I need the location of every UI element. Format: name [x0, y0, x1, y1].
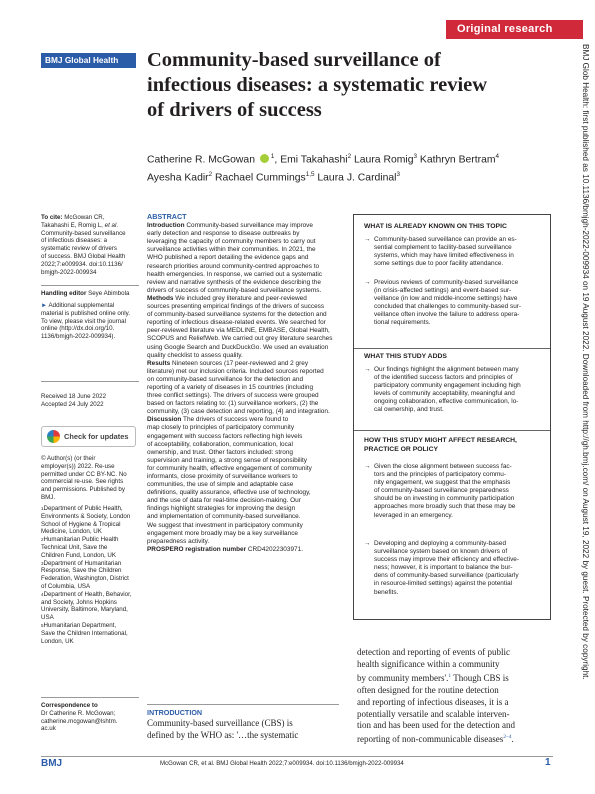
bullet-line: → Given the close alignment between success fac-	[374, 463, 512, 470]
abstract-text: of acceptability, collaboration, communication, local	[147, 440, 293, 448]
affiliation-number: 2	[41, 537, 44, 543]
body-line: often designed for the routine detection	[357, 684, 499, 695]
abstract-text: reporting of a variety of diseases in 15 countries (including	[147, 383, 314, 391]
abstract-text: on community-based surveillance for the detection and	[147, 375, 304, 383]
author-name[interactable]: Rachael Cummings	[215, 172, 306, 184]
supplemental-line[interactable]: 1136/bmjgh-2022-009934).	[41, 333, 116, 341]
title-line: of drivers of success	[147, 99, 322, 121]
body-line: potentially versatile and scalable interven-	[357, 708, 510, 719]
affiliation-number: 1	[41, 506, 44, 511]
abstract-line	[147, 433, 339, 441]
abstract-text: definitions, quality assurance, effective use of technology,	[147, 489, 311, 497]
affiliation-line: USA	[41, 614, 54, 622]
intro-divider	[147, 704, 339, 705]
body-line: tion and has been used for the detection and	[357, 720, 515, 731]
bullet-line: in resource-limited settings) against the potential	[374, 580, 513, 588]
abstract-text: literature) met our inclusion criteria. Included sources reported	[147, 367, 324, 375]
abstract-text: three conflict settings). The drivers of success were grouped	[147, 392, 319, 400]
abstract-line	[147, 497, 339, 505]
supplemental-line[interactable]: online (http://dx.doi.org/10.	[41, 325, 115, 333]
bullet-line: dens of community-based surveillance (particularly	[374, 572, 519, 580]
abstract-text: informants, close proximity of surveillance workers to	[147, 473, 298, 480]
body-line: detection and reporting of events of public	[357, 647, 510, 657]
affiliation-line: Department of Public Health,	[43, 505, 123, 512]
abstract-line	[147, 327, 339, 335]
affect-heading-line: HOW THIS STUDY MIGHT AFFECT RESEARCH,	[364, 437, 517, 444]
abstract-line	[147, 222, 339, 230]
sidebar-divider	[41, 285, 139, 286]
abstract-line	[147, 344, 339, 352]
abstract-line	[147, 392, 339, 400]
copyright-block	[41, 455, 139, 502]
author-name[interactable]: Laura Romig	[353, 154, 414, 166]
affiliation-number: 3	[41, 560, 44, 566]
bullet-line: surveillance system based on known drivers of	[374, 548, 508, 556]
abstract-text: of community-based surveillance systems for the detection and	[147, 311, 327, 319]
bullet-line: veillance often involve the failure to address opera-	[374, 311, 520, 319]
abstract-text: sources presenting empirical findings of the drivers of success	[147, 303, 325, 311]
abstract-body	[147, 222, 339, 554]
abstract	[147, 213, 339, 554]
cite-line: Community-based surveillance	[41, 229, 126, 237]
affiliations	[41, 505, 139, 645]
correspondence-line[interactable]: ac.uk	[41, 725, 56, 733]
abstract-line	[147, 352, 339, 360]
abstract-text: communities, the use of simple and adaptable case	[147, 481, 294, 489]
affiliation-line: Technical Unit, Save the	[41, 543, 108, 551]
copyright-line: permitted under CC BY-NC. No	[41, 470, 127, 478]
abstract-text: supervision and training, a strong sense of responsibility	[147, 456, 307, 464]
reference-link[interactable]: 2–4	[503, 734, 512, 741]
affiliation-ref: 3	[413, 153, 417, 160]
bullet-line: → Community-based surveillance can provide an es-	[374, 236, 517, 243]
affiliation-line: Department of Humanitarian	[43, 559, 122, 567]
cite-line: systematic review of drivers	[41, 245, 117, 253]
handling-editor-label: Handling editor	[41, 290, 87, 297]
affiliation-line: Response, Save the Children	[41, 567, 122, 575]
bullet-line: → Our findings highlight the alignment between many	[374, 366, 519, 373]
abstract-text: preparedness activity.	[147, 537, 210, 545]
abstract-text: based on factors relating to: (1) surveillance workers, (2) the	[147, 400, 319, 408]
abstract-text: SCOPUS and ReliefWeb. We carried out grey literature searches	[147, 335, 333, 343]
abstract-text: leveraging the capacity of community members to carry out	[147, 238, 316, 246]
adds-bullet	[364, 366, 544, 415]
affiliation-line: and Society, Johns Hopkins	[41, 598, 117, 606]
affiliation-line: Humanitarian Department,	[43, 621, 117, 629]
bullet-line: should be on investing in community participation	[374, 495, 515, 503]
bullet-line: leveraged in an emergency.	[374, 511, 453, 519]
abstract-text: research priorities around community-centred approaches to	[147, 262, 320, 270]
abstract-text: peer-reviewed literature via MEDLINE, EMBASE, Global Health,	[147, 327, 330, 335]
abstract-text: WHO published a report detailing the evidence gaps and	[147, 254, 309, 262]
affiliation-line: Environments & Society, London	[41, 512, 131, 520]
supplemental-text: Additional supplemental	[48, 302, 115, 309]
abstract-text: health emergencies. In response, we carried out a systematic	[147, 270, 322, 278]
abstract-text: early detection and response to disease outbreaks by	[147, 230, 300, 238]
affect-bullet	[364, 463, 544, 520]
abstract-heading: ABSTRACT	[147, 212, 187, 221]
abstract-line	[147, 319, 339, 327]
affiliation-ref: 4	[495, 153, 500, 160]
cite-line: of infectious diseases: a	[41, 237, 108, 245]
abstract-line	[147, 465, 339, 473]
affiliation-line: London, UK	[41, 637, 74, 645]
abstract-line	[147, 246, 339, 254]
affect-heading	[364, 436, 546, 454]
abstract-line	[147, 473, 339, 481]
body-line: health significance within a community	[357, 658, 500, 669]
copyright-line: commercial re-use. See rights	[41, 478, 124, 486]
abstract-line	[147, 271, 339, 279]
abstract-section-label: Methods	[147, 294, 174, 302]
title-line: infectious diseases: a systematic review	[147, 74, 488, 96]
body-line	[357, 671, 553, 685]
cite-line: 2022;7:e009934. doi:10.1136/	[41, 260, 123, 268]
abstract-text: quality checklist to assess quality.	[147, 351, 243, 359]
abstract-text: and implementation of community-based surveillance.	[147, 513, 301, 521]
abstract-text: using Google Search and DuckDuckGo. We used an evaluation	[147, 343, 329, 351]
received-date: Received 18 June 2022	[41, 393, 107, 400]
abstract-line	[147, 303, 339, 311]
bmj-logo[interactable]: BMJ	[41, 758, 63, 769]
correspondence-line[interactable]: catherine.mcgowan@lshtm.	[41, 717, 118, 725]
abstract-text: for community health, effective engagement of community	[147, 464, 312, 472]
abstract-text: community, (3) case detection and reporting, (4) and integration.	[147, 408, 330, 416]
citation-block	[41, 214, 139, 276]
cite-line	[41, 214, 139, 222]
body-line: defined by the WHO as: '…the systematic	[147, 729, 299, 740]
cite-line[interactable]: bmjgh-2022-009934	[41, 268, 97, 276]
intro-text-left	[147, 718, 339, 742]
body-line: Community-based surveillance (CBS) is	[147, 718, 293, 728]
check-for-updates-button[interactable]	[41, 426, 136, 447]
intro-text-right	[357, 647, 553, 746]
bullet-line: tional requirements.	[374, 319, 431, 327]
affiliation-ref: 1	[270, 153, 275, 160]
author-name[interactable]: Emi Takahashi	[280, 154, 348, 166]
correspondence-line: Dr Catherine R. McGowan;	[41, 709, 116, 717]
bullet-line: concluded that challenges to community-based sur-	[374, 303, 522, 311]
abstract-line	[147, 368, 339, 376]
abstract-line	[147, 457, 339, 465]
accepted-date: Accepted 24 July 2022	[41, 400, 104, 408]
box-divider	[354, 430, 550, 431]
abstract-text: engagement more broadly may be a key surveillance	[147, 529, 299, 537]
abstract-text: ownership, and trust. Other factors included: strong	[147, 448, 293, 456]
introduction-heading: INTRODUCTION	[147, 708, 203, 717]
abstract-line	[147, 238, 339, 246]
affiliation-line: School of Hygiene & Tropical	[41, 520, 121, 528]
cite-line: Takahashi E, Romig L, et al.	[41, 221, 119, 229]
abstract-line	[147, 230, 339, 238]
abstract-line	[147, 376, 339, 384]
author-name[interactable]: Catherine R. McGowan	[147, 154, 255, 166]
bullet-line: approaches more broadly such that these may be	[374, 503, 516, 511]
bullet-line: of community-based surveillance preparedness	[374, 487, 509, 495]
known-heading: WHAT IS ALREADY KNOWN ON THIS TOPIC	[364, 223, 507, 230]
check-for-updates-label: Check for updates	[64, 432, 129, 441]
bullet-line: cal ownership, and trust.	[374, 406, 444, 414]
footer-divider	[41, 756, 553, 757]
author-name[interactable]: Laura J. Cardinal	[317, 172, 397, 184]
author-line: Catherine R. McGowan $^1$, Emi Takahashi$^2$ Laura Romig$^3$ Kathryn Bertram$^4$	[147, 153, 500, 166]
abstract-line	[147, 538, 339, 546]
download-note-text[interactable]: BMJ Glob Health: first published as 10.1136/bmjgh-2022-009934 on 19 August 2022. Downloaded from http://gh.bmj.com/ on August 19, 2022 by guest. Protected by copyright.	[581, 44, 590, 680]
body-text: Though CBS is	[453, 672, 509, 683]
abstract-line	[147, 522, 339, 530]
key-messages-box	[353, 214, 551, 620]
abstract-section-label: Results	[147, 359, 171, 367]
body-line: and reporting of infectious diseases, it is a	[357, 696, 509, 707]
affiliation-ref: 2	[347, 153, 352, 160]
bullet-line: → Previous reviews of community-based surveillance	[374, 279, 519, 286]
affiliation-ref: 3	[396, 170, 401, 178]
author-name[interactable]: Ayesha Kadir	[147, 172, 209, 184]
abstract-text: surveillance activities within their communities. In 2021, the	[147, 246, 316, 254]
bullet-line: levels of community acceptability, meaningful and	[374, 390, 515, 398]
abstract-section-label: Discussion	[147, 416, 182, 424]
abstract-line	[147, 335, 339, 343]
cite-label: To cite:	[41, 214, 63, 221]
abstract-line	[147, 400, 339, 408]
cite-text: Takahashi E, Romig L,	[41, 221, 105, 229]
article-title	[147, 48, 547, 123]
correspondence	[41, 702, 139, 733]
abstract-line	[147, 416, 339, 424]
crossmark-icon	[47, 430, 60, 443]
handling-editor	[41, 290, 139, 298]
supplemental-note	[41, 302, 139, 341]
bullet-line: (in crisis-affected settings) and event-based sur-	[374, 287, 512, 295]
affiliation-line: Department of Health, Behavior,	[43, 590, 132, 598]
bullet-line: nity engagement, we suggest that the emphasis	[374, 479, 511, 487]
bullet-line: systems, which may have limited effectiveness in	[374, 252, 514, 260]
copyright-line: © Author(s) (or their	[41, 455, 96, 462]
affiliation-ref: 2	[208, 170, 213, 178]
affiliation-line: Medicine, London, UK	[41, 528, 102, 536]
abstract-line	[147, 489, 339, 497]
abstract-line	[147, 481, 339, 489]
abstract-text: reporting of infectious disease-related events. We searched for	[147, 319, 326, 327]
bullet-line: some settings due to poor facility attendance.	[374, 260, 504, 268]
affiliation-ref: 1,5	[305, 170, 315, 178]
affect-heading-line: PRACTICE OR POLICY	[364, 446, 439, 453]
abstract-text: and the use of data for real-time decision-making. Our	[147, 497, 301, 505]
affiliation-line: Humanitarian Public Health	[43, 536, 119, 544]
known-bullet	[364, 236, 544, 268]
author-line	[147, 168, 547, 186]
bullet-line: veillance (in low and middle-income settings) have	[374, 295, 518, 303]
abstract-text: We included grey literature and peer-reviewed	[173, 294, 307, 302]
copyright-line: employer(s)) 2022. Re-use	[41, 462, 115, 470]
abstract-text: Community-based surveillance may improve	[184, 222, 313, 230]
abstract-section-label: Introduction	[147, 222, 185, 230]
reference-link[interactable]: 1	[448, 672, 452, 679]
abstract-line	[147, 513, 339, 521]
affiliation-line: Federation, Washington, District	[41, 575, 129, 583]
bullet-line: tors and the principles of participatory commu-	[374, 471, 507, 479]
affiliation-line: Save the Children International,	[41, 629, 128, 637]
abstract-line	[147, 279, 339, 287]
abstract-text: map closely to principles of participatory community	[147, 424, 295, 432]
bullet-line: participatory community engagement including high	[374, 382, 521, 390]
bullet-line: of the identified success factors and principles of	[374, 374, 513, 382]
supplemental-line: ► Additional supplemental	[41, 302, 115, 309]
bullet-line: success may improve their efficiency and effective-	[374, 556, 520, 564]
bullet-line: sential complement to facility-based surveillance	[374, 244, 512, 252]
abstract-line	[147, 263, 339, 271]
bullet-line: → Developing and deploying a community-based	[374, 540, 507, 547]
abstract-text: findings highlight strategies for improving the design	[147, 505, 296, 513]
affiliation-line: of Columbia, USA	[41, 582, 91, 590]
download-note	[577, 44, 591, 750]
abstract-line	[147, 530, 339, 538]
author-list	[147, 150, 547, 186]
journal-logo[interactable]: BMJ Global Health	[41, 53, 136, 68]
abstract-line	[147, 311, 339, 319]
affiliation-number: 4	[41, 591, 44, 597]
cite-line: of success. BMJ Global Health	[41, 252, 126, 260]
sidebar-divider	[41, 697, 139, 698]
correspondence-label: Correspondence to	[41, 702, 98, 709]
abstract-text: review and narrative synthesis of the evidence describing the	[147, 278, 321, 286]
dates-block	[41, 393, 139, 409]
abstract-text: We suggest that investment in participatory community	[147, 521, 303, 529]
bullet-line: benefits.	[374, 588, 399, 596]
title-line: Community-based surveillance of	[147, 49, 441, 71]
abstract-line	[147, 546, 339, 554]
abstract-section-label: PROSPERO registration number	[147, 545, 247, 553]
abstract-line	[147, 254, 339, 262]
body-text: by community members'.	[357, 672, 449, 683]
affect-bullet	[364, 540, 544, 597]
abstract-line	[147, 360, 339, 368]
abstract-line	[147, 505, 339, 513]
supplemental-line: To view, please visit the journal	[41, 317, 126, 325]
known-bullet	[364, 279, 544, 328]
box-divider	[354, 348, 550, 349]
abstract-line	[147, 295, 339, 303]
adds-heading: WHAT THIS STUDY ADDS	[364, 353, 447, 360]
bullet-line: ness; however, it is important to balance the bur-	[374, 564, 513, 572]
copyright-line: BMJ.	[41, 493, 56, 501]
supplemental-line: material is published online only.	[41, 309, 130, 317]
affiliation-line: University, Baltimore, Maryland,	[41, 606, 128, 614]
body-text: reporting of non-communicable diseases	[357, 734, 504, 745]
abstract-line	[147, 424, 339, 432]
abstract-text: drivers of success of community-based surveillance systems.	[147, 286, 322, 294]
footer-citation: McGowan CR, et al. BMJ Global Health 2022;7:e009934. doi:10.1136/bmjgh-2022-009934	[160, 760, 404, 767]
abstract-text: CRD42022303971.	[246, 545, 304, 553]
affiliation-number: 5	[41, 622, 44, 628]
body-line: reporting of non-communicable diseases$^{2-4}$.	[357, 734, 514, 745]
orcid-icon[interactable]	[260, 154, 269, 163]
abstract-line	[147, 449, 339, 457]
abstract-line	[147, 441, 339, 449]
sidebar-divider	[41, 381, 139, 382]
abstract-text: The drivers of success were found to	[181, 416, 289, 424]
handling-editor-name: Seye Abimbola	[88, 290, 130, 297]
affiliation-line: Children Fund, London, UK	[41, 551, 116, 559]
bullet-line: ongoing collaboration, effective communication, lo-	[374, 398, 519, 406]
page-number: 1	[545, 757, 551, 768]
abstract-line	[147, 287, 339, 295]
abstract-line	[147, 408, 339, 416]
copyright-line: and permissions. Published by	[41, 486, 125, 494]
abstract-text: engagement with success factors reflecting high levels	[147, 432, 303, 440]
author-name[interactable]: Kathryn Bertram	[419, 154, 496, 166]
article-type-tag: Original research	[446, 20, 583, 39]
abstract-line	[147, 384, 339, 392]
abstract-text: Nineteen sources (17 peer-reviewed and 2 grey	[170, 359, 309, 367]
cite-text: McGowan CR,	[62, 214, 105, 221]
